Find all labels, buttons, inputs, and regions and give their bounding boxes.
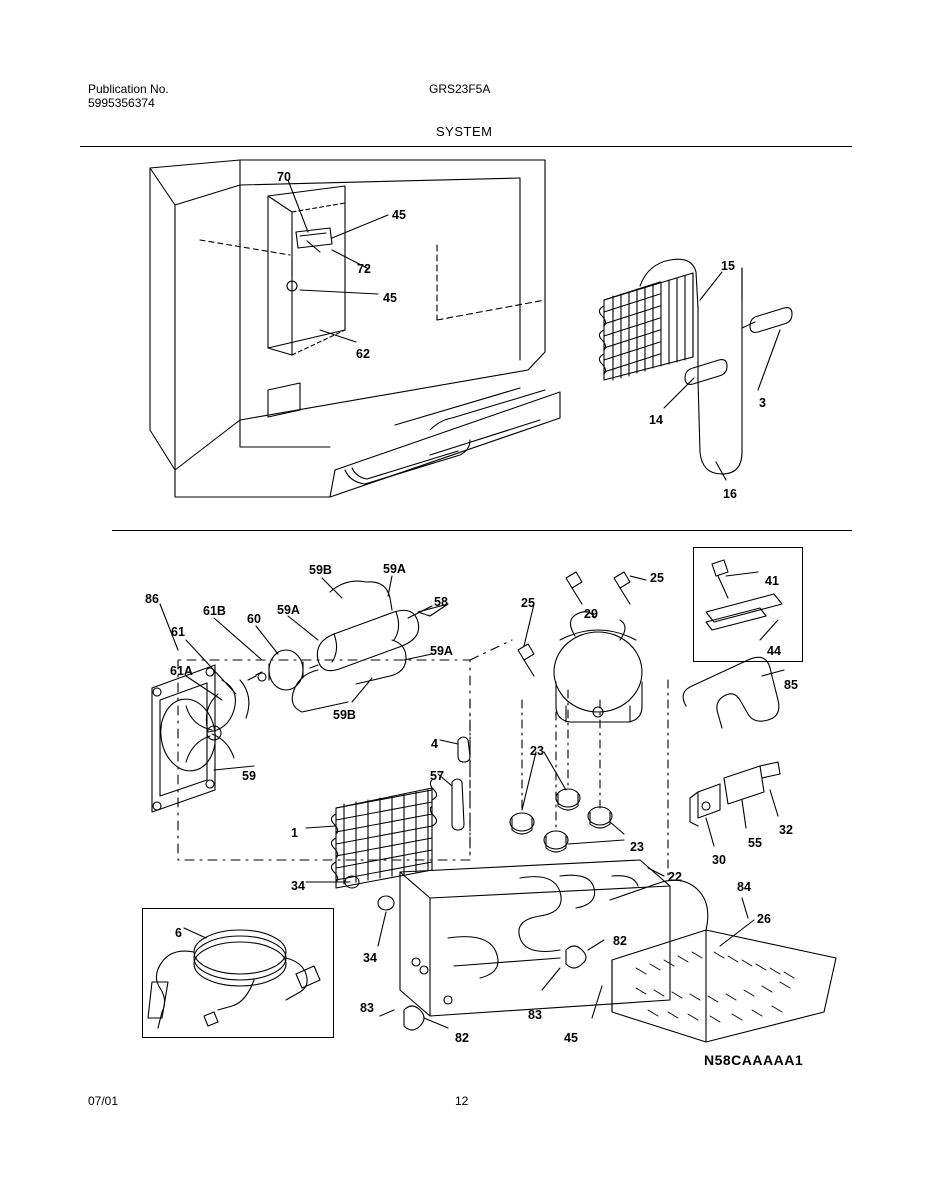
callout-number: 34 bbox=[363, 951, 377, 965]
callout-number: 61B bbox=[203, 604, 226, 618]
tubing-coil-inset-box bbox=[142, 908, 334, 1038]
section-divider bbox=[112, 530, 852, 531]
callout-number: 6 bbox=[175, 926, 182, 940]
callout-number: 59A bbox=[277, 603, 300, 617]
callout-number: 44 bbox=[767, 644, 781, 658]
callout-number: 82 bbox=[613, 934, 627, 948]
callout-number: 1 bbox=[291, 826, 298, 840]
page-title: SYSTEM bbox=[436, 124, 493, 139]
callout-number: 22 bbox=[668, 870, 682, 884]
callout-number: 86 bbox=[145, 592, 159, 606]
publication-label: Publication No. bbox=[88, 82, 169, 96]
callout-number: 70 bbox=[277, 170, 291, 184]
callout-number: 41 bbox=[765, 574, 779, 588]
callout-number: 84 bbox=[737, 880, 751, 894]
callout-number: 72 bbox=[357, 262, 371, 276]
callout-number: 29 bbox=[584, 607, 598, 621]
callout-number: 83 bbox=[360, 1001, 374, 1015]
screw-bracket-inset-box bbox=[693, 547, 803, 662]
callout-number: 25 bbox=[521, 596, 535, 610]
header-divider bbox=[80, 146, 852, 147]
callout-number: 16 bbox=[723, 487, 737, 501]
callout-number: 62 bbox=[356, 347, 370, 361]
callout-number: 59A bbox=[383, 562, 406, 576]
callout-number: 15 bbox=[721, 259, 735, 273]
callout-number: 61 bbox=[171, 625, 185, 639]
callout-number: 45 bbox=[392, 208, 406, 222]
publication-number: 5995356374 bbox=[88, 96, 155, 110]
callout-number: 3 bbox=[759, 396, 766, 410]
publication-block bbox=[88, 82, 169, 110]
callout-number: 14 bbox=[649, 413, 663, 427]
callout-number: 59A bbox=[430, 644, 453, 658]
callout-number: 23 bbox=[630, 840, 644, 854]
callout-number: 61A bbox=[170, 664, 193, 678]
callout-number: 23 bbox=[530, 744, 544, 758]
callout-number: 59B bbox=[309, 563, 332, 577]
model-number: GRS23F5A bbox=[429, 82, 491, 96]
footer-page-number: 12 bbox=[455, 1094, 469, 1108]
callout-number: 32 bbox=[779, 823, 793, 837]
callout-number: 83 bbox=[528, 1008, 542, 1022]
footer-date: 07/01 bbox=[88, 1094, 119, 1108]
callout-number: 26 bbox=[757, 912, 771, 926]
callout-number: 34 bbox=[291, 879, 305, 893]
diagram-code: N58CAAAAA1 bbox=[704, 1052, 804, 1068]
callout-number: 57 bbox=[430, 769, 444, 783]
callout-number: 60 bbox=[247, 612, 261, 626]
callout-number: 58 bbox=[434, 595, 448, 609]
callout-number: 55 bbox=[748, 836, 762, 850]
callout-number: 85 bbox=[784, 678, 798, 692]
callout-number: 45 bbox=[564, 1031, 578, 1045]
callout-number: 45 bbox=[383, 291, 397, 305]
callout-number: 25 bbox=[650, 571, 664, 585]
callout-number: 59 bbox=[242, 769, 256, 783]
callout-number: 59B bbox=[333, 708, 356, 722]
callout-number: 4 bbox=[431, 737, 438, 751]
callout-number: 82 bbox=[455, 1031, 469, 1045]
callout-number: 30 bbox=[712, 853, 726, 867]
